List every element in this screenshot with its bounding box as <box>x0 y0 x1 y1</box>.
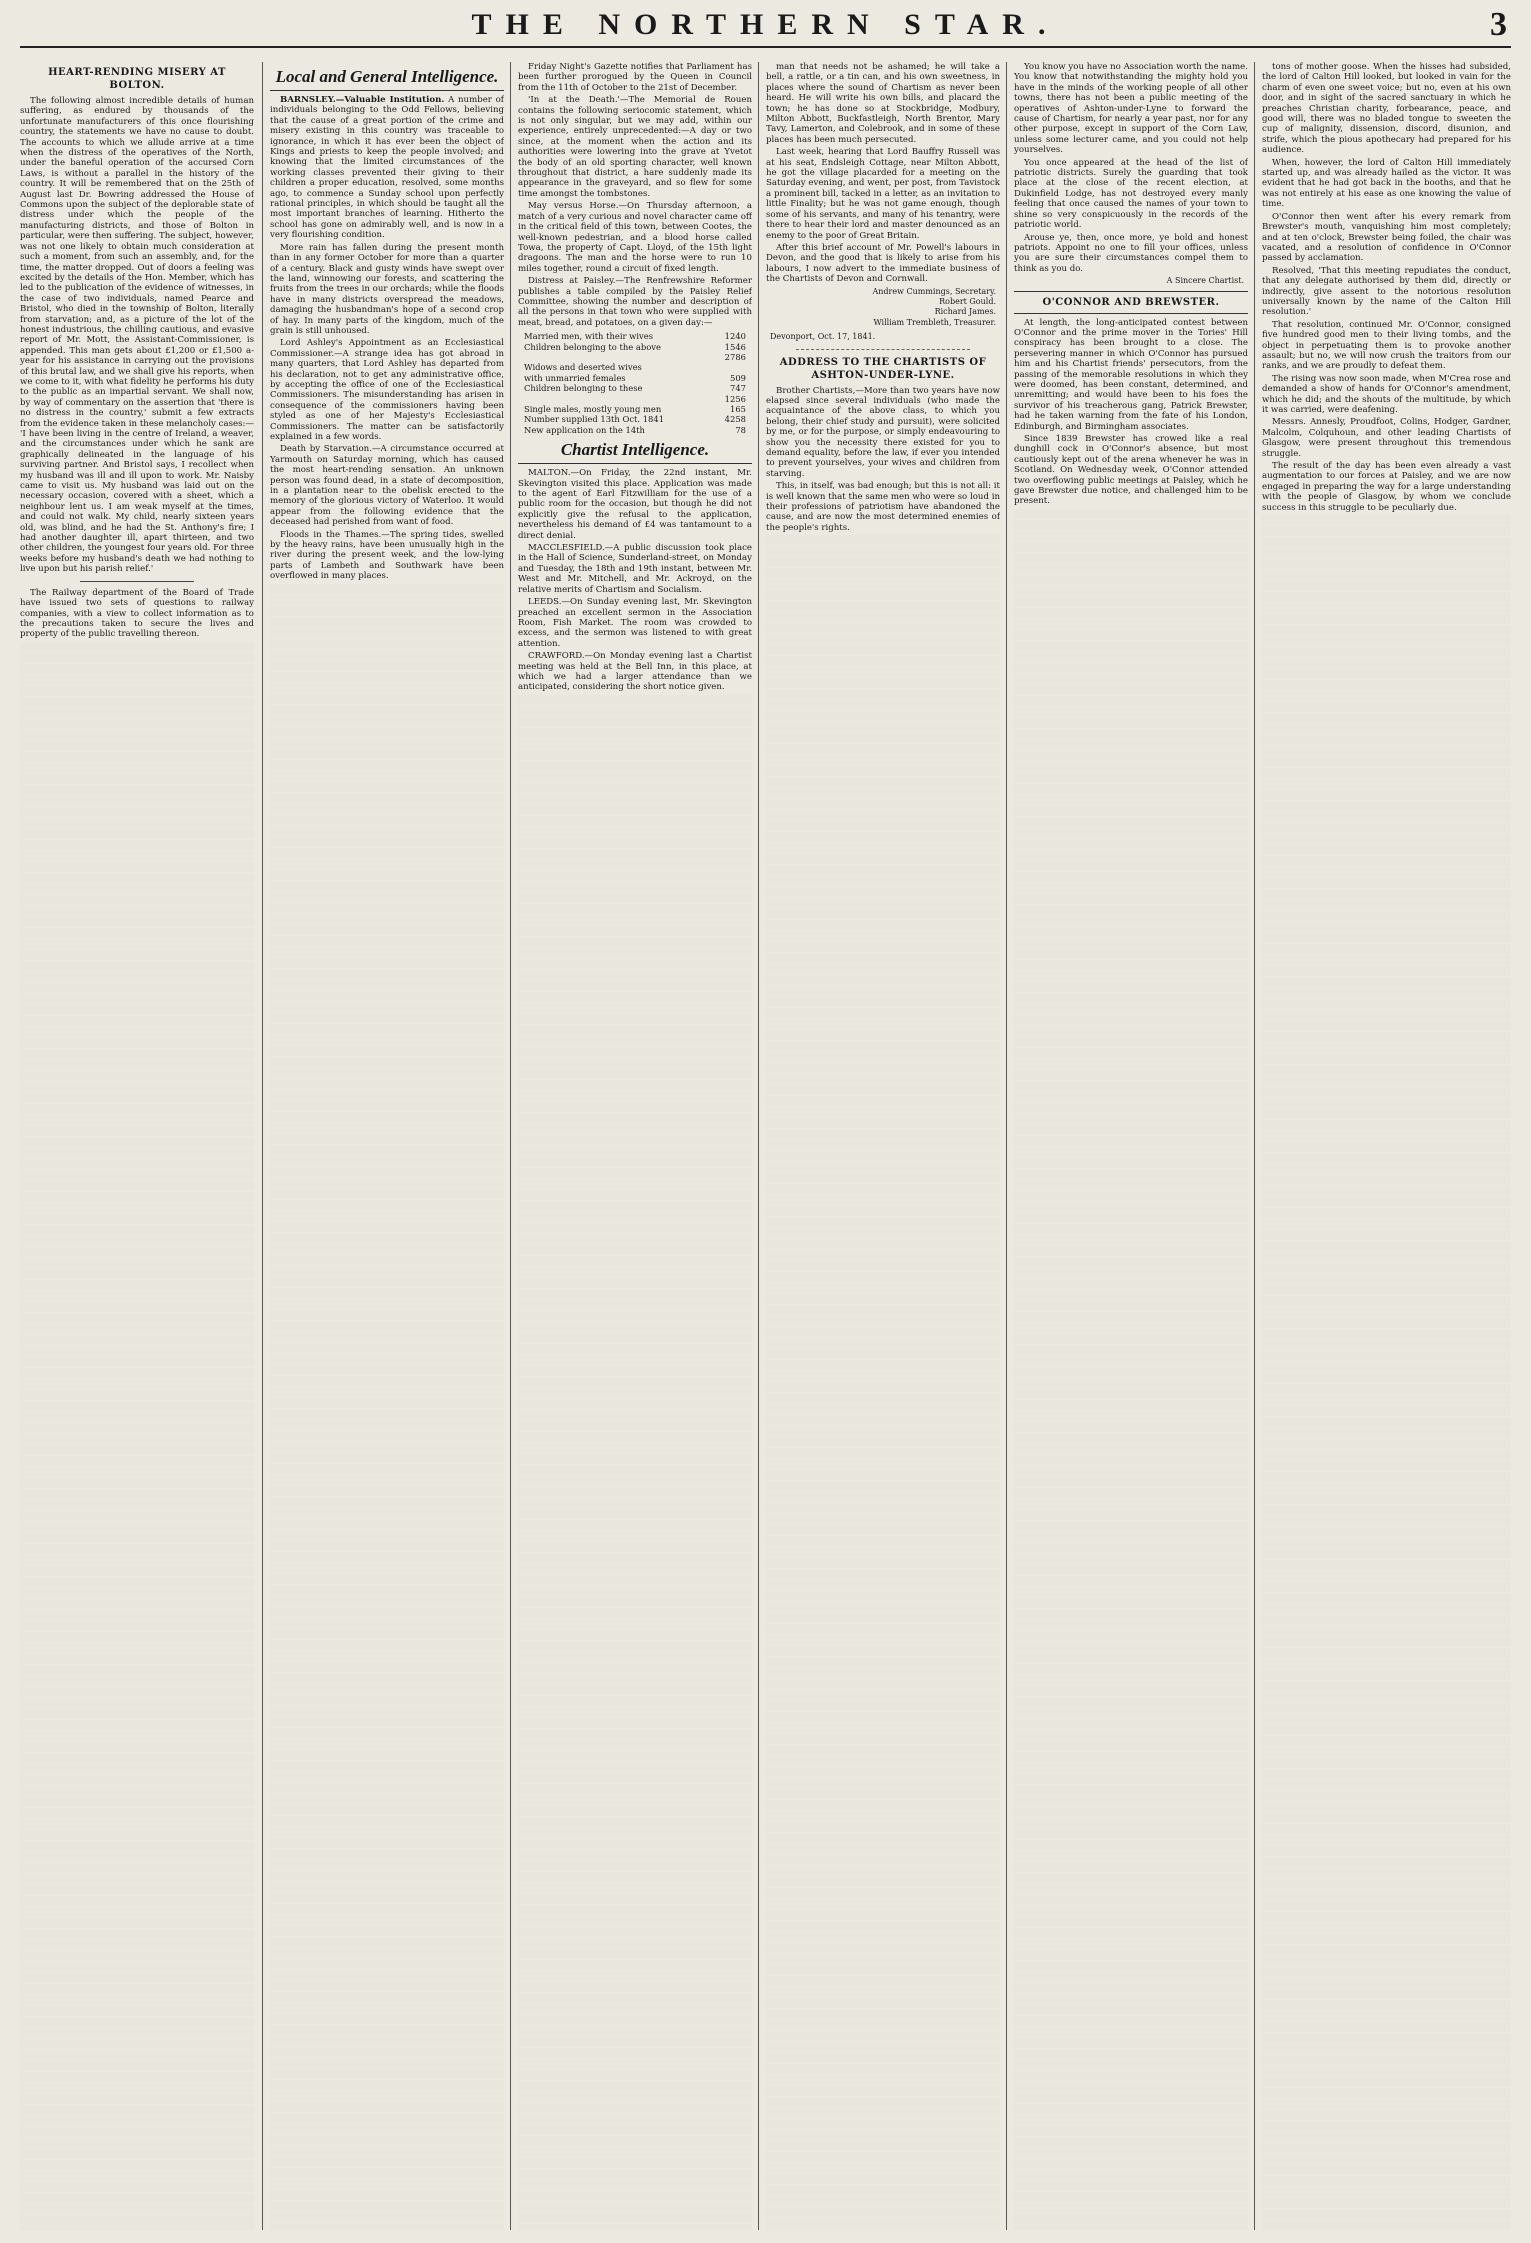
divider <box>796 349 970 350</box>
statistics-label: Children belonging to these <box>524 383 643 394</box>
article-floods: Floods in the Thames.—The spring tides, swelled by the heavy rains, have been unusually high in the river during the present week, and the low-lying parts of Lambeth and Southwark have been overflowed in many places. <box>270 529 504 582</box>
article-ashton-arouse: Arouse ye, then, once more, ye bold and honest patriots. Appoint no one to fill your offices, unless you are sure their circumstances compel them to think as you do. <box>1014 232 1248 274</box>
article-man-vs-horse: May versus Horse.—On Thursday afternoon, a match of a very curious and novel character came off in the critical field of this town, between Cootes, the well-known pedestrian, and a blood horse called Towa, the property of Capt. Lloyd, of the 15th light dragoons. The man and the horse were to run 10 miles together, round a circuit of fixed length. <box>518 201 752 274</box>
statistics-row <box>524 404 746 414</box>
statistics-value: 1546 <box>724 341 746 352</box>
text-continuation <box>766 535 1000 2230</box>
statistics-row <box>524 331 746 341</box>
text-continuation <box>1014 509 1248 2230</box>
statistics-label: Widows and deserted wives <box>524 362 642 373</box>
statistics-row <box>524 394 746 404</box>
article-body-oconnor-brewster-2: Since 1839 Brewster has crowed like a real dunghill cock in O'Connor's absence, but most cautiously kept out of the arena whenever he was in Scotland. On Wednesday week, O'Connor attended two overflowing public meetings at Paisley, which he gave Brewster due notice, and challenged him to be present. <box>1014 434 1248 507</box>
signature: A Sincere Chartist. <box>1166 276 1244 286</box>
text-continuation <box>270 584 504 2230</box>
column-rule <box>1254 62 1255 2230</box>
article-ashton-continued: You know you have no Association worth the name. You know that notwithstanding the mighty hold you have in the minds of the working people of all other towns, there has not been a public meeting of the operatives of Ashton-under-Lyne to forward the cause of Chartism, for nearly a year past, nor for any other purpose, except in support of the Corn Law, unless some lecturer came, and you could not help yourselves. <box>1014 62 1248 156</box>
article-in-at-the-death: 'In at the Death.'—The Memorial de Rouen contains the following seriocomic statement, which is not only singular, but we may add, within our experience, entirely unprecedented:—A day or two since, at the moment when the action and its authorities were lowering into the grave at Yvetot the body of an old sporting character, well known throughout that district, a hare suddenly made its appearance in the graveyard, and so flew for some time amongst the tombstones. <box>518 95 752 199</box>
statistics-value: 2786 <box>724 351 746 362</box>
statistics-row <box>524 352 746 362</box>
statistics-label: New application on the 14th <box>524 424 645 435</box>
article-result: The result of the day has been even already a vast augmentation to our forces at Paisley, and we are now engaged in preparing the way for a large understanding with the people of Glasgow, by whom we conclude success in this struggle to be peculiarly due. <box>1262 461 1511 513</box>
column-rule <box>1006 62 1007 2230</box>
column-5 <box>1014 62 1248 2230</box>
statistics-row <box>524 414 746 424</box>
statistics-label: Number supplied 13th Oct. 1841 <box>524 414 665 425</box>
column-rule <box>262 62 263 2230</box>
divider <box>80 581 194 582</box>
page-number: 3 <box>1490 6 1507 43</box>
column-rule <box>758 62 759 2230</box>
article-heading-oconnor-brewster: O'CONNOR AND BREWSTER. <box>1014 291 1248 314</box>
article-calton-hill: tons of mother goose. When the hisses had subsided, the lord of Calton Hill looked, but looked in vain for the charm of even one sweet voice; but no, even at his own door, and in sight of the sacred sanctuary in which he preaches Christian charity, forbearance, peace, and good will, there was no bladed tongue to sweeten the cup of malignity, dissension, discord, disunion, and strife, which the pious apothecary had prepared for his audience. <box>1262 62 1511 156</box>
statistics-value: 1256 <box>724 393 746 404</box>
article-calton-hill-2: When, however, the lord of Calton Hill immediately started up, and was already hailed as the victor. It was evident that he had got back in the booths, and that he was not entirely at his ease as one knowing the value of time. <box>1262 157 1511 210</box>
article-rain: More rain has fallen during the present month than in any former October for more than a quarter of a century. Black and gusty winds have swept over the land, winnowing our forests, and scattering the fruits from the trees in our orchards; while the floods have in many districts overspread the meadows, damaging the husbandman's hope of a second crop of hay. In many parts of the kingdom, much of the grain is still unhoused. <box>270 242 504 336</box>
statistics-label: Children belonging to the above <box>524 341 661 352</box>
article-gazette: Friday Night's Gazette notifies that Parliament has been further prorogued by the Queen in Council from the 11th of October to the 21st of December. <box>518 62 752 93</box>
article-calton-hill-3: O'Connor then went after his every remark from Brewster's mouth, vanquishing him most completely; and at ten o'clock, Brewster being foiled, the chair was vacated, and a resolution of confidence in O'Connor passed by acclamation. <box>1262 211 1511 264</box>
article-ashton-patriotic: You once appeared at the head of the list of patriotic districts. Surely the guarding that took place at the close of the recent election, at Dukinfield Lodge, has not destroyed every manly feeling that once caused the names of your town to shine so very conspicuously in the records of the patriotic world. <box>1014 157 1248 231</box>
statistics-row <box>524 425 746 435</box>
article-body-bolton: The following almost incredible details of human suffering, as endured by thousands of the unfortunate manufacturers of this once flourishing country, the statements we have no cause to doubt. The accounts to which we allude arrive at a time when the distress of the operatives of the North, under the baneful operation of the accursed Corn Laws, is without a parallel in the history of the country. It will be remembered that on the 25th of August last Dr. Bowring addressed the House of Commons upon the subject of the deplorable state of distress under which the people of the manufacturing districts, and those of Bolton in particular, were then suffering. The subject, however, was not one likely to obtain much consideration at such a moment, from such an assembly, and, for the time, the matter dropped. Out of doors a feeling was excited by the details of the Hon. Member, which has led to the publication of the evidence of witnesses, in the case of two individuals, named Pearce and Bristol, who died in the township of Bolton, literally from starvation; and, as a picture of the lot of the honest industrious, the chilling cautious, and evasive report of Mr. Mott, the Assistant-Commissioner, is appended. This man gets about £1,200 or £1,500 a-year for his assistance in carrying out the provisions of this brutal law, and we shall give his reports, when we come to it, with what fidelity he performs his duty to the public as an impartial servant. We shall now, by way of commentary on the assertion that 'there is no distress in the country,' submit a few extracts from the evidence taken in these melancholy cases:— 'I have been living in the centre of Ireland, a weaver, and the circumstances under which he sank are graphically delineated in the language of his surviving partner. And Bristol says, I recollect when my husband was ill and ill upon to work. Mr. Naisby came to visit us. My husband was laid out on the necessary occasion, covered with a sheet, which a neighbour lent us. I am weak myself at the times, and could not walk. My child, nearly sixteen years old, was blind, and he had the St. Anthony's fire; I had another daughter ill, apart thirteen, and two other children, the youngest four years old. For three weeks before my husband's death we had nothing to live upon but his parish relief.' <box>20 96 254 575</box>
article-body: A number of individuals belonging to the Odd Fellows, believing that the cause of a great portion of the crime and misery existing in this country was traceable to ignorance, in which it has ever been the object of Kings and priests to keep the people involved; and knowing that the limited circumstances of the working classes prevented their giving to their children a proper education, resolved, some months ago, to commence a Sunday school upon perfectly rational principles, in which should be taught all the most important branches of learning. Hitherto the school has gone on admirably well, and is now in a very flourishing condition. <box>270 95 504 241</box>
column-1 <box>20 62 254 2230</box>
article-starvation: Death by Starvation.—A circumstance occurred at Yarmouth on Saturday morning, which has caused the most heart-rending sensation. An unknown person was found dead, in a state of decomposition, in a plantation near to the obelisk erected to the memory of the glorious victory of Waterloo. It would appear from the following evidence that the deceased had perished from want of food. <box>270 444 504 528</box>
article-devon-continued: man that needs not be ashamed; he will take a bell, a rattle, or a tin can, and his own sweetness, in places where the sound of Chartism as never been heard. He will write his own bills, and placard the town; he has done so at Stockbridge, Modbury, Milton Abbott, Buckfastleigh, North Brentor, Mary Tavy, Lamerton, and Colebrook, and in some of these places has been much persecuted. <box>766 62 1000 145</box>
column-4 <box>766 62 1000 2230</box>
statistics-label: Married men, with their wives <box>524 331 654 342</box>
column-rule <box>510 62 511 2230</box>
statistics-label: with unmarried females <box>524 372 626 383</box>
column-2 <box>270 62 504 2230</box>
article-body-ashton: Brother Chartists,—More than two years have now elapsed since several individuals (who made the acquaintance of the above class, to which you belong, their chief study and pursuit), were solicited by me, or for the purpose, or simply endeavouring to show you the necessity there existed for you to demand equality, before the law, if ever you intended to prevent yourselves, your wives and children from starving. <box>766 385 1000 479</box>
statistics-row <box>524 383 746 393</box>
column-6 <box>1262 62 1511 2230</box>
article-devon-powell: After this brief account of Mr. Powell's labours in Devon, and the good that is likely to arise from his labours, I now advert to the immediate business of the Chartists of Devon and Cornwall. <box>766 242 1000 285</box>
article-devon-endsleigh: Last week, hearing that Lord Bauffry Russell was at his seat, Endsleigh Cottage, near Milton Abbott, he got the village placarded for a meeting on the Saturday evening, and went, per post, from Tavistock a prominent bill, tacked in a letter, as an invitation to little Finality; but he was not game enough, though some of his servants, and many of his tenantry, were there to hear their lord and master denounced as an enemy to the poor of Great Britain. <box>766 147 1000 241</box>
statistics-value: 4258 <box>724 414 746 425</box>
article-resolution: Resolved, 'That this meeting repudiates the conduct, that any delegate authorised by them did, directly or indirectly, give assent to the notorious resolution universally known by the name of the Calton Hill resolution.' <box>1262 265 1511 318</box>
article-glasgow-chartists: Messrs. Annesly, Proudfoot, Colins, Hodger, Gardner, Malcolm, Colquhoun, and other leading Chartists of Glasgow, were present throughout this tremendous struggle. <box>1262 417 1511 459</box>
article-malton: MALTON.—On Friday, the 22nd instant, Mr. Skevington visited this place. Application was made to the agent of Earl Fitzwilliam for the use of a public room for the occasion, but though he did not explicitly give the refusal to the application, nevertheless his demand of £4 was tantamount to a direct denial. <box>518 468 752 541</box>
column-3 <box>518 62 752 2230</box>
statistics-label: Single males, mostly young men <box>524 404 662 414</box>
article-macclesfield: MACCLESFIELD.—A public discussion took place in the Hall of Science, Sunderland-street, on Monday and Tuesday, the 18th and 19th instant, between Mr. West and Mr. Mitchell, and Mr. Ackroyd, on the relative merits of Chartism and Socialism. <box>518 543 752 595</box>
statistics-row <box>524 362 746 372</box>
article-body-railway: The Railway department of the Board of Trade have issued two sets of questions to railway companies, with a view to collect information as to the precautions taken to secure the lives and property of the public travelling thereon. <box>20 587 254 640</box>
article-leeds: LEEDS.—On Sunday evening last, Mr. Skevington preached an excellent sermon in the Association Room, Fish Market. The room was crowded to excess, and the sermon was listened to with great attention. <box>518 597 752 649</box>
article-body-ashton-2: This, in itself, was bad enough; but this is not all: it is well known that the same men who were so loud in their professions of patriotism have abandoned the cause, and are now the most determined enemies of the people's rights. <box>766 481 1000 533</box>
article-heading-bolton: HEART-RENDING MISERY AT BOLTON. <box>48 67 226 91</box>
text-continuation <box>20 642 254 2230</box>
statistics-value: 1240 <box>724 331 746 342</box>
article-lord-ashley: Lord Ashley's Appointment as an Ecclesiastical Commissioner.—A strange idea has got abroad in many quarters, that Lord Ashley has departed from his declaration, not to get any administrative office, by accepting the office of one of the Ecclesiastical Commissioners. The misunderstanding has arisen in consequence of the commissioners having been styled as one of her Majesty's Ecclesiastical Commissioners. The matter can be satisfactorily explained in a few words. <box>270 338 504 442</box>
section-heading-chartist: Chartist Intelligence. <box>518 439 752 464</box>
statistics-value: 509 <box>730 372 746 383</box>
statistics-value: 165 <box>730 404 746 414</box>
text-continuation <box>518 695 752 2230</box>
article-heading-ashton: ADDRESS TO THE CHARTISTS OF ASHTON-UNDER-LYNE. <box>779 356 987 381</box>
article-crawford: CRAWFORD.—On Monday evening last a Chartist meeting was held at the Bell Inn, in this place, at which we had a larger attendance than we anticipated, considering the short notice given. <box>518 651 752 693</box>
article-dateline: BARNSLEY.—Valuable Institution. <box>280 95 445 105</box>
newspaper-title: THE NORTHERN STAR. <box>471 8 1060 41</box>
signed-place-date: Devonport, Oct. 17, 1841. <box>770 332 876 342</box>
text-continuation <box>1262 515 1511 2230</box>
statistics-value: 747 <box>730 383 746 394</box>
masthead <box>20 6 1511 48</box>
statistics-row <box>524 373 746 383</box>
section-heading-local-general: Local and General Intelligence. <box>270 66 504 91</box>
statistics-row <box>524 342 746 352</box>
article-oconnor-speech: That resolution, continued Mr. O'Connor, consigned five hundred good men to their living tombs, and the object in perpetuating them is to provoke another assault; but no, we will now crush the traitors from our ranks, and we are proudly to defeat them. <box>1262 319 1511 372</box>
article-barnsley <box>270 95 504 241</box>
signatories: Andrew Cummings, Secretary. Robert Gould. Richard James. William Trembleth, Treasurer. <box>872 286 996 327</box>
statistics-value: 78 <box>735 424 746 435</box>
article-paisley-distress: Distress at Paisley.—The Renfrewshire Reformer publishes a table compiled by the Paisley Relief Committee, showing the number and description of all the persons in that town who were supplied with meat, bread, and potatoes, on a given day:— <box>518 276 752 328</box>
relief-statistics-table <box>524 331 746 435</box>
article-show-of-hands: The rising was now soon made, when M'Crea rose and demanded a show of hands for O'Connor's amendment, which he did; and the shouts of the multitude, by which it was carried, were deafening. <box>1262 373 1511 415</box>
article-body-oconnor-brewster: At length, the long-anticipated contest between O'Connor and the prime mover in the Tories' Hill conspiracy has been brought to a close. The persevering manner in which O'Connor has pursued him and his Chartist friends' persecutors, from the passing of the memorable resolutions in which they were doomed, has been constant, determined, and unremitting; and would have been to his foes the survivor of his treacherous gang, Patrick Brewster, had he taken warning from the fate of his London, Edinburgh, and Birmingham associates. <box>1014 317 1248 432</box>
